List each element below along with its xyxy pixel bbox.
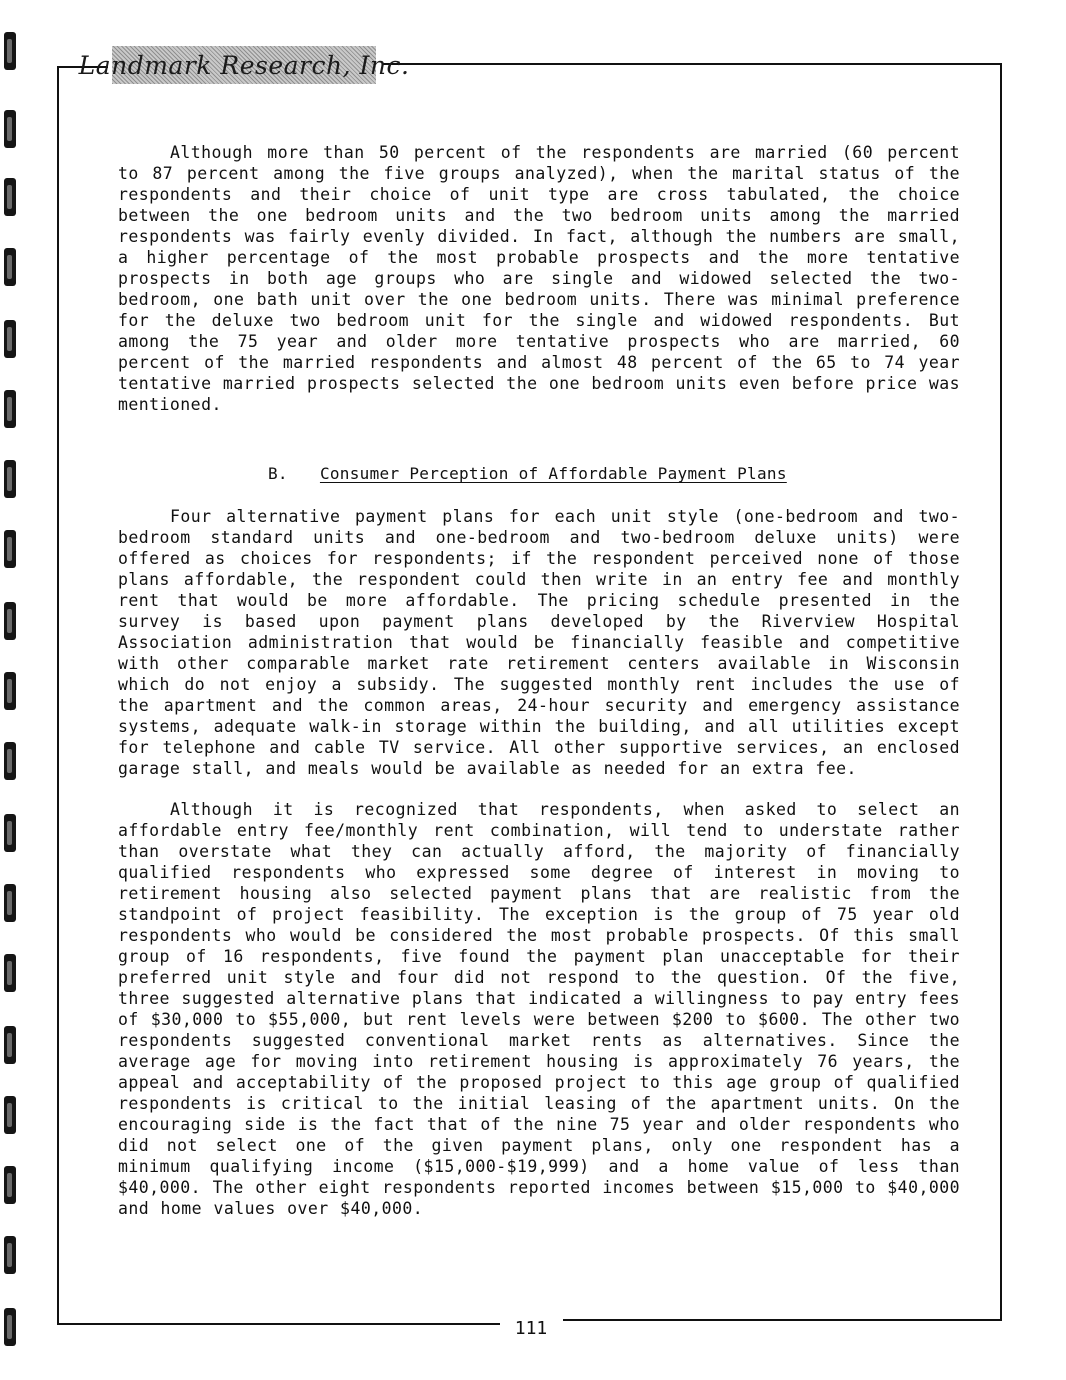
binder-hole [4, 1166, 16, 1204]
binder-hole [4, 814, 16, 852]
section-heading [268, 463, 960, 484]
company-logo-text: Landmark Research, Inc. [78, 50, 410, 80]
section-letter: B. [268, 464, 288, 483]
binder-hole [4, 320, 16, 358]
frame-rule [382, 63, 1002, 65]
frame-rule [563, 1319, 1002, 1321]
binder-hole [4, 742, 16, 780]
binder-hole [4, 530, 16, 568]
body-paragraph [118, 506, 960, 779]
frame-rule [57, 1323, 500, 1325]
binder-hole [4, 1308, 16, 1346]
frame-rule [57, 66, 59, 1324]
paragraph-text: Four alternative payment plans for each unit style (one-bedroom and two-bedroom standard units and one-bedroom and two-bedroom deluxe units) were offered as choices for respondents; if the respondent perceived none of those plans affordable, the respondent could then write in an entry fee and monthly rent that would be more affordable. The pricing schedule presented in the survey is based upon payment plans developed by the Riverview Hospital Association administration that would be financially feasible and competitive with other comparable market rate retirement centers available in Wisconsin which do not enjoy a subsidy. The suggested monthly rent includes the use of the apartment and the common areas, 24-hour security and emergency assistance systems, adequate walk-in storage within the building, and all utilities except for telephone and cable TV service. All other supportive services, an enclosed garage stall, and meals would be available as needed for an extra fee. [118, 507, 960, 778]
paragraph-text: Although it is recognized that respondents, when asked to select an affordable entry fee/monthly rent combination, will tend to understate rather than overstate what they can actually afford, the majority of financially qualified respondents who expressed some degree of interest in moving to retirement housing also selected payment plans that are realistic from the standpoint of project feasibility. The exception is the group of 75 year old respondents who would be considered the most probable prospects. Of this small group of 16 respondents, five found the payment plan unacceptable for their preferred unit style and four did not respond to the question. Of the five, three suggested alternative plans that indicated a willingness to pay entry fees of $30,000 to $55,000, but rent levels were between $200 to $600. The other two respondents suggested conventional market rents as alternatives. Since the average age for moving into retirement housing is approximately 76 years, the appeal and acceptability of the proposed project to this age group of qualified respondents is critical to the initial leasing of the apartment units. On the encouraging side is the fact that of the nine 75 year and older respondents who did not select one of the given payment plans, only one respondent has a minimum qualifying income ($15,000-$19,999) and a home value of less than $40,000. The other eight respondents reported incomes between $15,000 to $40,000 and home values over $40,000. [118, 800, 960, 1218]
binder-hole [4, 1236, 16, 1274]
binder-hole [4, 602, 16, 640]
body-paragraph [118, 142, 960, 415]
binder-hole [4, 884, 16, 922]
paragraph-text: Although more than 50 percent of the respondents are married (60 percent to 87 percent among the five groups analyzed), when the marital status of the respondents and their choice of unit type are cross tabulated, the choice between the one bedroom units and the two bedroom units among the married respondents was fairly evenly divided. In fact, although the numbers are small, a higher percentage of the most probable prospects and the more tentative prospects in both age groups who are single and widowed selected the two-bedroom, one bath unit over the one bedroom units. There was minimal preference for the deluxe two bedroom unit for the single and widowed respondents. But among the 75 year and older more tentative prospects who are married, 60 percent of the married respondents and almost 48 percent of the 65 to 74 year tentative married prospects selected the one bedroom units even before price was mentioned. [118, 143, 960, 414]
body-paragraph [118, 799, 960, 1219]
binder-hole [4, 390, 16, 428]
page-number: 111 [514, 1318, 548, 1339]
binder-hole [4, 110, 16, 148]
company-logo [78, 46, 410, 84]
section-title: Consumer Perception of Affordable Payment Plans [319, 464, 787, 483]
binder-hole [4, 672, 16, 710]
frame-rule [1000, 63, 1002, 1321]
binder-hole [4, 954, 16, 992]
binder-hole [4, 1096, 16, 1134]
binder-hole [4, 460, 16, 498]
binder-hole [4, 248, 16, 286]
binder-hole [4, 178, 16, 216]
binder-hole [4, 1026, 16, 1064]
binder-hole [4, 32, 16, 70]
binder-holes [4, 30, 20, 1380]
page-body [118, 142, 960, 1219]
